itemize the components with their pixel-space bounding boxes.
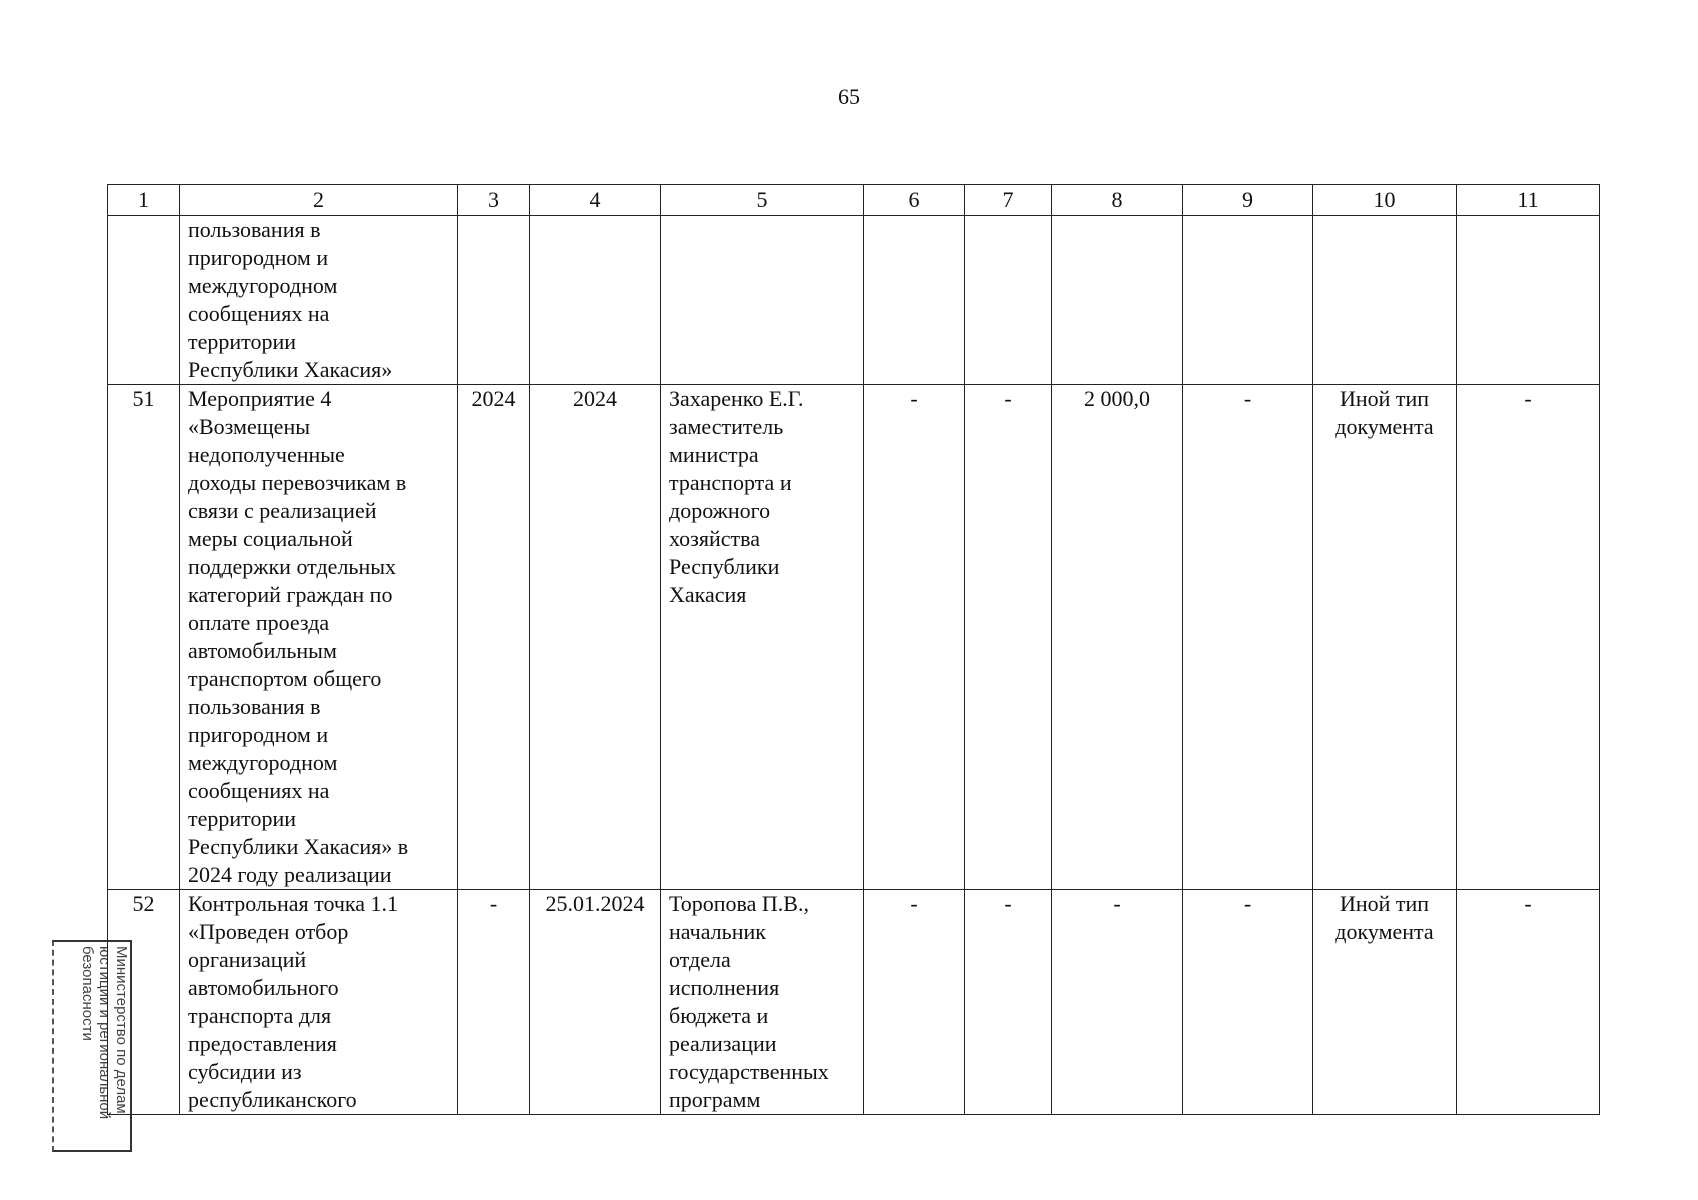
value-cell-7: - bbox=[965, 385, 1052, 890]
header-cell: 8 bbox=[1052, 185, 1183, 216]
value-cell-11: - bbox=[1457, 890, 1600, 1115]
document-type-cell: Иной тип документа bbox=[1313, 385, 1457, 890]
activity-name-cell: Мероприятие 4 «Возмещены недополученные доходы перевозчикам в связи с реализацией меры социальной поддержки отдельных категорий граждан по оплате проезда автомобильным транспортом общего пользования в пригородном и междугородном сообщениях на территории Республики Хакасия» в 2024 году реализации bbox=[180, 385, 458, 890]
stamp-text: Министерство по делам юстиции и региональной безопасности bbox=[79, 946, 130, 1120]
header-cell: 5 bbox=[661, 185, 864, 216]
header-cell: 3 bbox=[458, 185, 530, 216]
table-row bbox=[108, 385, 1600, 890]
value-cell-6: - bbox=[864, 890, 965, 1115]
header-cell: 4 bbox=[530, 185, 661, 216]
value-cell-6: - bbox=[864, 385, 965, 890]
header-cell: 11 bbox=[1457, 185, 1600, 216]
end-date-cell bbox=[530, 216, 661, 385]
header-cell: 1 bbox=[108, 185, 180, 216]
header-row bbox=[108, 185, 1600, 216]
start-year-cell: - bbox=[458, 890, 530, 1115]
activity-name-cell: пользования в пригородном и междугородном сообщениях на территории Республики Хакасия» bbox=[180, 216, 458, 385]
value-cell-8: 2 000,0 bbox=[1052, 385, 1183, 890]
activity-name-cell: Контрольная точка 1.1 «Проведен отбор организаций автомобильного транспорта для предоставления субсидии из республиканского bbox=[180, 890, 458, 1115]
responsible-cell: Захаренко Е.Г. заместитель министра транспорта и дорожного хозяйства Республики Хакасия bbox=[661, 385, 864, 890]
header-cell: 2 bbox=[180, 185, 458, 216]
value-cell-8: - bbox=[1052, 890, 1183, 1115]
row-number-cell bbox=[108, 216, 180, 385]
row-number-cell: 51 bbox=[108, 385, 180, 890]
value-cell-6 bbox=[864, 216, 965, 385]
value-cell-11: - bbox=[1457, 385, 1600, 890]
value-cell-8 bbox=[1052, 216, 1183, 385]
value-cell-9: - bbox=[1183, 890, 1313, 1115]
value-cell-9 bbox=[1183, 216, 1313, 385]
program-plan-table bbox=[107, 184, 1600, 1115]
responsible-cell bbox=[661, 216, 864, 385]
value-cell-11 bbox=[1457, 216, 1600, 385]
header-cell: 10 bbox=[1313, 185, 1457, 216]
start-year-cell bbox=[458, 216, 530, 385]
value-cell-9: - bbox=[1183, 385, 1313, 890]
table-row bbox=[108, 890, 1600, 1115]
header-cell: 7 bbox=[965, 185, 1052, 216]
document-type-cell bbox=[1313, 216, 1457, 385]
page-number: 65 bbox=[838, 84, 860, 109]
header-cell: 9 bbox=[1183, 185, 1313, 216]
start-year-cell: 2024 bbox=[458, 385, 530, 890]
end-date-cell: 25.01.2024 bbox=[530, 890, 661, 1115]
value-cell-7: - bbox=[965, 890, 1052, 1115]
table-row bbox=[108, 216, 1600, 385]
value-cell-7 bbox=[965, 216, 1052, 385]
document-type-cell: Иной тип документа bbox=[1313, 890, 1457, 1115]
header-cell: 6 bbox=[864, 185, 965, 216]
row-number-cell: 52 bbox=[108, 890, 180, 1115]
end-date-cell: 2024 bbox=[530, 385, 661, 890]
responsible-cell: Торопова П.В., начальник отдела исполнения бюджета и реализации государственных программ bbox=[661, 890, 864, 1115]
